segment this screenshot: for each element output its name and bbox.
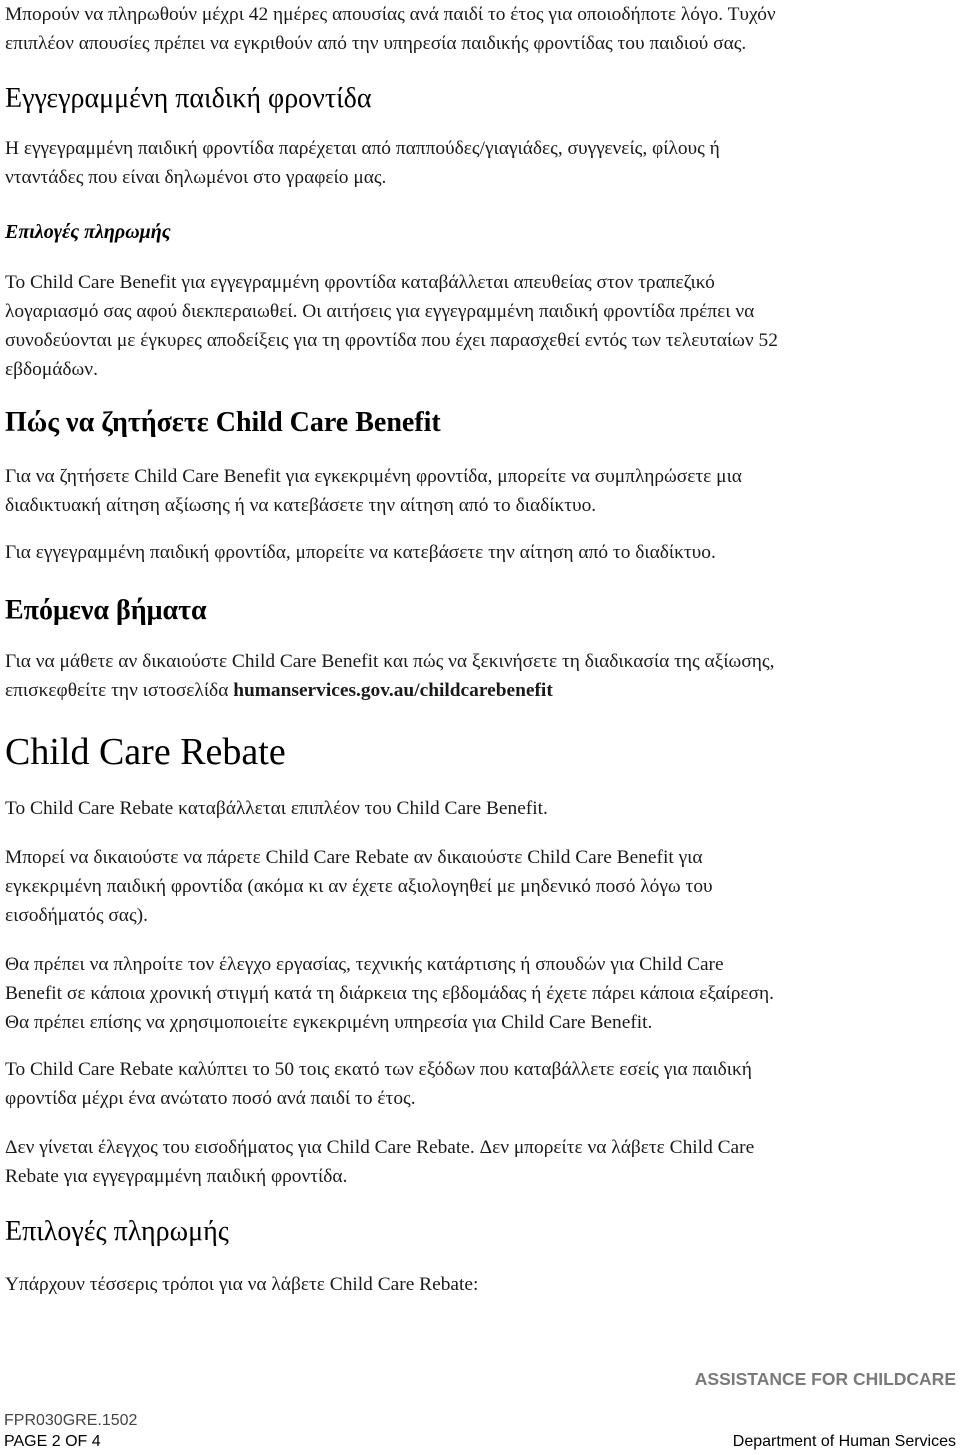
rebate-p2-line-1: Μπορεί να δικαιούστε να πάρετε Child Care Rebate αν δικαιούστε Child Care Benefit για [5,847,703,868]
payment-paragraph [5,268,778,384]
payment-line-3: συνοδεύονται με έγκυρες αποδείξεις για τη φροντίδα που έχει παρασχεθεί εντός των τελευταίων 52 [5,330,778,351]
registered-care-heading [5,82,372,116]
rebate-p2-line-2: εγκεκριμένη παιδική φροντίδα (ακόμα κι αν έχετε αξιολογηθεί με μηδενικό ποσό λόγω του [5,876,713,897]
payment-options-subheading [5,218,171,246]
footer-assistance-label: ASSISTANCE FOR CHILDCARE [694,1369,956,1389]
rebate-payment-line: Υπάρχουν τέσσερις τρόποι για να λάβετε Child Care Rebate: [5,1274,479,1295]
rebate-paragraph-4 [5,1055,752,1113]
how-line-1: Για να ζητήσετε Child Care Benefit για εγκεκριμένη φροντίδα, μπορείτε να συμπληρώσετε μια [5,466,742,487]
next-steps-title: Επόμενα βήματα [5,595,207,626]
rebate-payment-heading [5,1215,229,1249]
intro-line-1: Μπορούν να πληρωθούν μέχρι 42 ημέρες απουσίας ανά παιδί το έτος για οποιοδήποτε λόγο. Τυχόν [5,4,776,25]
payment-line-1: Το Child Care Benefit για εγγεγραμμένη φροντίδα καταβάλλεται απευθείας στον τραπεζικό [5,272,715,293]
rebate-paragraph-5 [5,1133,754,1191]
rebate-p3-line-1: Θα πρέπει να πληροίτε τον έλεγχο εργασίας, τεχνικής κατάρτισης ή σπουδών για Child Care [5,954,724,975]
payment-options-italic-title: Επιλογές πληρωμής [5,221,171,243]
rebate-p4-line-2: φροντίδα μέχρι ένα ανώτατο ποσό ανά παιδί το έτος. [5,1088,416,1109]
rebate-paragraph-2 [5,843,713,930]
next-line-2-prefix: επισκεφθείτε την ιστοσελίδα [5,680,234,701]
rebate-paragraph-1 [5,794,548,823]
registered-care-title: Εγγεγραμμένη παιδική φροντίδα [5,83,372,114]
registered-line-1: Η εγγεγραμμένη παιδική φροντίδα παρέχεται από παππούδες/γιαγιάδες, συγγενείς, φίλους ή [5,138,720,159]
registered-line-2: νταντάδες που είναι δηλωμένοι στο γραφείο μας. [5,167,387,188]
rebate-title: Child Care Rebate [5,731,286,773]
rebate-p5-line-2: Rebate για εγγεγραμμένη παιδική φροντίδα. [5,1166,348,1187]
intro-line-2: επιπλέον απουσίες πρέπει να εγκριθούν από την υπηρεσία παιδικής φροντίδας του παιδιού σας. [5,33,747,54]
next-steps-paragraph [5,647,774,705]
rebate-p3-line-2: Benefit σε κάποια χρονική στιγμή κατά τη διάρκεια της εβδομάδας ή έχετε πάρει κάποια εξαίρεση. [5,983,774,1004]
how-p2-line: Για εγγεγραμμένη παιδική φροντίδα, μπορείτε να κατεβάσετε την αίτηση από το διαδίκτυο. [5,542,716,563]
rebate-payment-paragraph [5,1270,478,1299]
rebate-p4-line-1: Το Child Care Rebate καλύπτει το 50 τοις εκατό των εξόδων που καταβάλλετε εσείς για παιδική [5,1059,752,1080]
rebate-p3-line-3: Θα πρέπει επίσης να χρησιμοποιείτε εγκεκριμένη υπηρεσία για Child Care Benefit. [5,1012,653,1033]
intro-paragraph [5,0,776,58]
rebate-p2-line-3: εισοδήματός σας). [5,905,148,926]
footer-department: Department of Human Services [732,1433,956,1450]
childcarebenefit-link[interactable]: humanservices.gov.au/childcarebenefit [233,680,553,701]
how-to-claim-title: Πώς να ζητήσετε Child Care Benefit [5,407,441,438]
how-to-claim-paragraph-2 [5,538,716,567]
rebate-paragraph-3 [5,950,774,1037]
rebate-p5-line-1: Δεν γίνεται έλεγχος του εισοδήματος για Child Care Rebate. Δεν μπορείτε να λάβετε Child Care [5,1137,755,1158]
rebate-payment-title: Επιλογές πληρωμής [5,1216,229,1247]
next-steps-heading [5,594,207,628]
footer-form-code: FPR030GRE.1502 [4,1412,138,1429]
how-to-claim-paragraph-1 [5,462,742,520]
payment-line-2: λογαριασμό σας αφού διεκπεραιωθεί. Οι αιτήσεις για εγγεγραμμένη παιδική φροντίδα πρέπει να [5,301,755,322]
footer-page-number: PAGE 2 OF 4 [4,1433,101,1450]
rebate-heading [5,730,286,774]
registered-care-paragraph [5,134,720,192]
how-line-2: διαδικτυακή αίτηση αξίωσης ή να κατεβάσετε την αίτηση από το διαδίκτυο. [5,495,597,516]
next-line-2 [5,676,774,705]
payment-line-4: εβδομάδων. [5,359,98,380]
next-line-1: Για να μάθετε αν δικαιούστε Child Care Benefit και πώς να ξεκινήσετε τη διαδικασία της αξίωσης, [5,651,775,672]
how-to-claim-heading [5,406,441,440]
rebate-p1-line: Το Child Care Rebate καταβάλλεται επιπλέον του Child Care Benefit. [5,798,548,819]
